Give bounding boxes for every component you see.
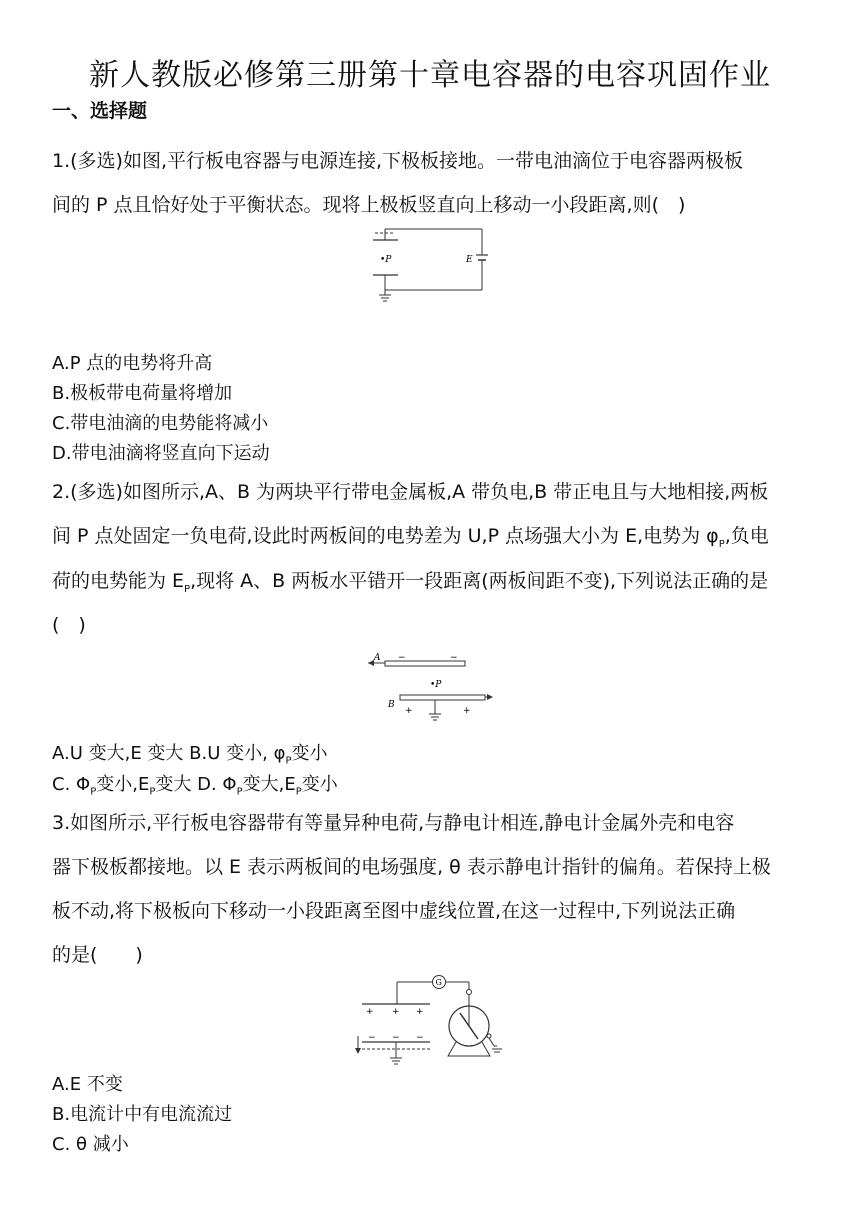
q2-option-c: C. $\Phi_P$变小$,E_P$变大 <box>52 774 192 798</box>
q2-fig-p-label: •P <box>430 680 442 690</box>
q3-stem-line3: 板不动,将下极板向下移动一小段距离至图中虚线位置,在这一过程中,下列说法正确 <box>52 900 736 922</box>
svg-text:−: − <box>450 653 458 663</box>
q1-stem-line1: 1.(多选)如图,平行板电容器与电源连接,下极板接地。一带电油滴位于电容器两极板 <box>52 150 744 172</box>
q3-option-a: A.E 不变 <box>52 1074 123 1095</box>
svg-text:−: − <box>398 653 406 663</box>
q3-electroscope-figure <box>352 970 512 1070</box>
q1-stem-line2: 间的 P 点且恰好处于平衡状态。现将上极板竖直向上移动一小段距离,则( ) <box>52 194 686 216</box>
svg-text:+: + <box>416 1007 424 1017</box>
q3-fig-g-label: G <box>435 978 442 987</box>
q1-option-d: D.带电油滴将竖直向下运动 <box>52 443 270 464</box>
q3-stem-line2: 器下极板都接地。以 E 表示两板间的电场强度, θ 表示静电计指针的偏角。若保持上极 <box>52 856 771 878</box>
q2-fig-b-label: B <box>388 700 395 710</box>
q1-option-a: A.P 点的电势将升高 <box>52 353 213 374</box>
q2-stem-line3: 荷的电势能为 $E_P$,现将 A、B 两板水平错开一段距离(两板间距不变),下列说法正确的是 <box>52 570 769 595</box>
q2-option-b: B.U 变小, $\varphi_P$变小 <box>189 743 328 767</box>
svg-text:+: + <box>392 1007 400 1017</box>
svg-text:+: + <box>366 1007 374 1017</box>
q3-option-c: C. θ 减小 <box>52 1134 129 1155</box>
q3-stem-line1: 3.如图所示,平行板电容器带有等量异种电荷,与静电计相连,静电计金属外壳和电容 <box>52 812 735 834</box>
page-title: 新人教版必修第三册第十章电容器的电容巩固作业 <box>89 58 771 93</box>
q1-circuit-figure <box>365 225 495 305</box>
section-heading: 一、选择题 <box>52 100 148 122</box>
svg-text:+: + <box>463 706 471 716</box>
q2-fig-a-label: A <box>374 653 381 663</box>
svg-text:−: − <box>416 1033 424 1043</box>
q1-option-c: C.带电油滴的电势能将减小 <box>52 413 269 434</box>
q1-fig-p-label: •P <box>380 255 392 265</box>
q3-stem-line4: 的是( ) <box>52 944 143 966</box>
q2-stem-line2: 间 P 点处固定一负电荷,设此时两板间的电势差为 U,P 点场强大小为 E,电势为 $\varphi_P$,负电 <box>52 525 769 550</box>
q2-options-cd <box>52 770 338 798</box>
q2-option-a: A.U 变大,E 变大 <box>52 743 184 764</box>
q2-option-d: D. $\Phi_P$变大$,E_P$变小 <box>197 774 338 798</box>
q1-option-b: B.极板带电荷量将增加 <box>52 383 233 404</box>
svg-text:−: − <box>368 1033 376 1043</box>
svg-text:+: + <box>405 706 413 716</box>
q2-options-ab <box>52 739 328 767</box>
q2-stem-line4: ( ) <box>52 614 86 636</box>
q2-stem-line1: 2.(多选)如图所示,A、B 为两块平行带电金属板,A 带负电,B 带正电且与大地相接,两板 <box>52 481 769 503</box>
q2-plates-figure <box>365 650 495 725</box>
svg-text:−: − <box>392 1033 400 1043</box>
q3-option-b: B.电流计中有电流流过 <box>52 1104 233 1125</box>
q1-fig-e-label: E <box>466 255 473 265</box>
